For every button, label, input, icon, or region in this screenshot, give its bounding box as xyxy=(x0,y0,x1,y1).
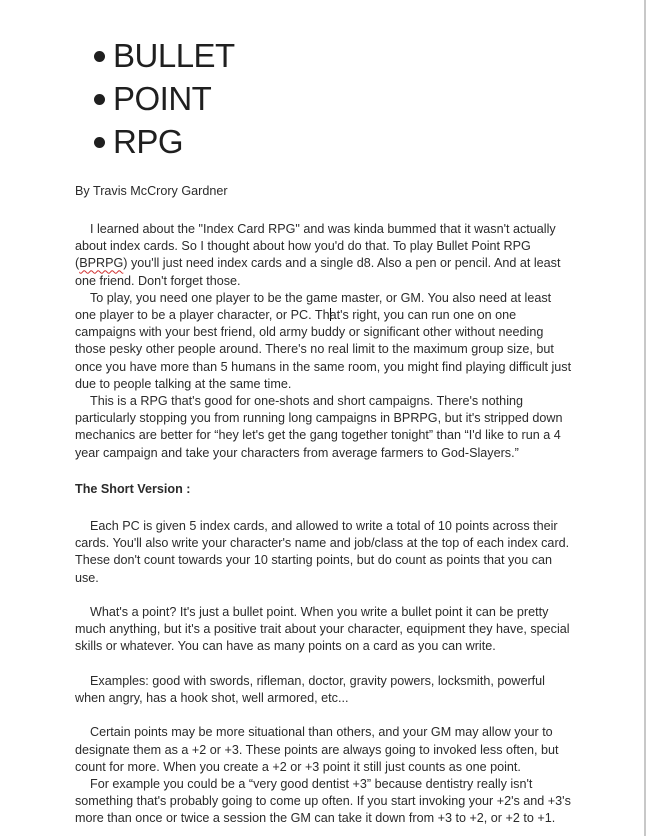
intro-paragraph-2 xyxy=(75,290,573,393)
document-body[interactable] xyxy=(75,221,573,828)
intro-paragraph-1 xyxy=(75,221,573,290)
paragraph-text: at's right, you can run one on one campaigns with your best friend, old army buddy or significant other without needing those pesky other people around. There's no real limit to the maximum group size, but once you have more than 5 humans in the same room, you might find playing difficult just due to people talking at the same time. xyxy=(75,308,572,391)
title-item-text: RPG xyxy=(113,122,184,160)
paragraph-text: ) you'll just need index cards and a single d8. Also a pen or pencil. And at least one friend. Don't forget those. xyxy=(75,256,561,288)
short-version-paragraph-1: Each PC is given 5 index cards, and allowed to write a total of 10 points across their cards. You'll also write your character's name and job/class at the top of each index card. These don't count towards your 10 starting points, but do count as points that you can use. xyxy=(75,519,570,585)
title-item-rpg xyxy=(94,120,235,163)
author-byline: By Travis McCrory Gardner xyxy=(75,184,228,198)
bullet-icon xyxy=(94,137,105,148)
short-version-paragraph-3: Examples: good with swords, rifleman, doctor, gravity powers, locksmith, powerful when angry, has a hook shot, well armored, etc... xyxy=(75,673,545,706)
title-item-bullet xyxy=(94,34,235,77)
bullet-icon xyxy=(94,51,105,62)
title-item-point xyxy=(94,77,235,120)
title-item-text: BULLET xyxy=(113,36,235,74)
intro-paragraph-3: This is a RPG that's good for one-shots and short campaigns. There's nothing particularly stopping you from running long campaigns in BPRPG, but it's stripped down mechanics are better for “hey let's get the gang together tonight” than “I'd like to run a 4 year campaign and take your characters from average farmers to God-Slayers.” xyxy=(75,394,563,460)
title-item-text: POINT xyxy=(113,79,212,117)
short-version-paragraph-4: Certain points may be more situational than others, and your GM may allow your to designate them as a +2 or +3. These points are always going to invoked less often, but count for more. When you create a +2 or +3 point it still just counts as one point. xyxy=(75,725,559,774)
short-version-paragraph-5: For example you could be a “very good dentist +3” because dentistry really isn't something that's probably going to come up often. If you start invoking your +2's and +3's more than once or twice a session the GM can take it down from +3 to +2, or +2 to +1. xyxy=(75,777,571,826)
bullet-icon xyxy=(94,94,105,105)
title-bullet-list xyxy=(94,34,235,163)
short-version-paragraph-2: What's a point? It's just a bullet point. When you write a bullet point it can be pretty much anything, but it's a positive trait about your character, equipment they have, special skills or whatever. You can have as many points on a card as you can write. xyxy=(75,605,570,654)
spellcheck-flagged-word[interactable]: BPRPG xyxy=(79,256,124,271)
paragraph-text: I learned about the "Index Card RPG" and was kinda bummed that it wasn't actually about index cards. So I thought about how you'd do that. To play Bullet Point RPG ( xyxy=(75,222,556,271)
section-heading: The Short Version : xyxy=(75,481,191,496)
paragraph-text: To play, you need one player to be the game master, or GM. You also need at least one player to be a player character, or PC. Th xyxy=(75,290,552,323)
